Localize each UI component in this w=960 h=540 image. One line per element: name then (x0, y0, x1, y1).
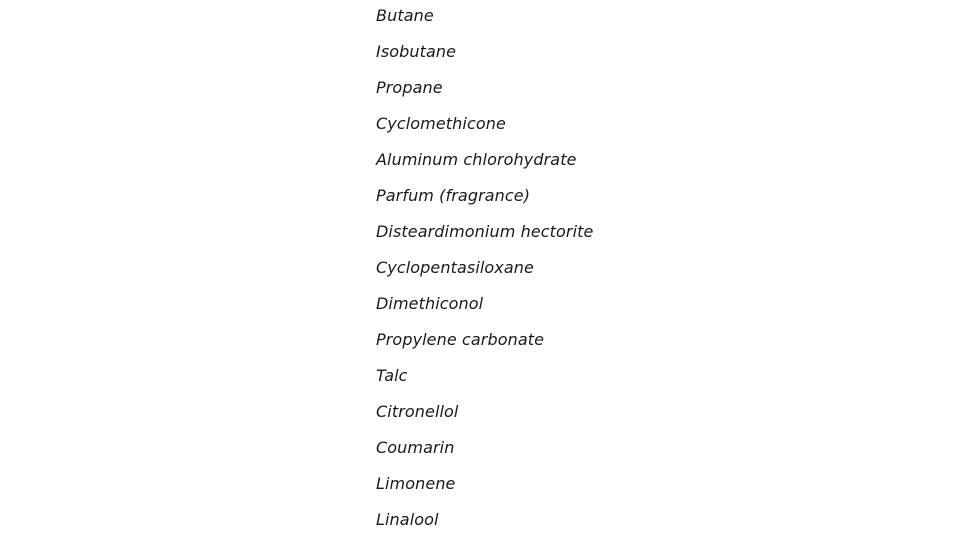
ingredient-item: Parfum (fragrance) (376, 186, 531, 205)
ingredient-item: Butane (376, 6, 434, 25)
ingredient-item: Coumarin (376, 438, 455, 457)
ingredient-item: Dimethiconol (376, 294, 484, 313)
ingredient-list (376, 0, 593, 540)
ingredient-item: Cyclomethicone (376, 114, 506, 133)
ingredient-item: Isobutane (376, 42, 457, 61)
ingredient-item: Limonene (376, 474, 456, 493)
ingredient-item: Disteardimonium hectorite (376, 222, 594, 241)
ingredient-item: Talc (376, 366, 408, 385)
ingredient-item: Propylene carbonate (376, 330, 545, 349)
ingredient-item: Citronellol (376, 402, 459, 421)
ingredient-item: Linalool (376, 510, 439, 529)
ingredient-item: Propane (376, 78, 443, 97)
ingredient-item: Cyclopentasiloxane (376, 258, 534, 277)
ingredient-item: Aluminum chlorohydrate (376, 150, 577, 169)
